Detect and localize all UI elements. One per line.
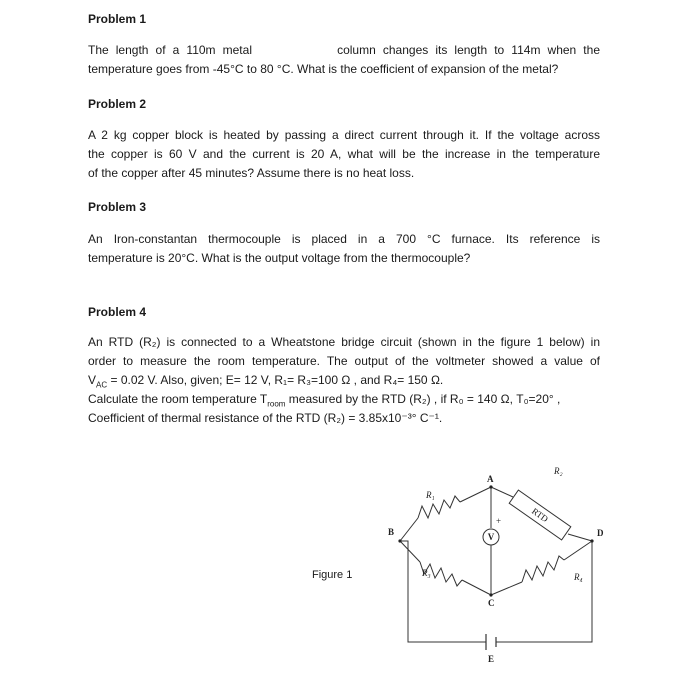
node-d-label: D bbox=[597, 528, 604, 538]
node-d-dot bbox=[590, 539, 593, 542]
resistor-r1 bbox=[418, 496, 460, 518]
problem-4-line-4: Calculate the room temperature $T_{room}$ measured by the RTD (R₂) , if R₀ = 140 Ω, T₀=20° , bbox=[88, 392, 561, 409]
voltmeter-plus-sign: + bbox=[496, 516, 502, 526]
node-a-dot bbox=[489, 485, 492, 488]
wire-c-r4 bbox=[491, 582, 522, 595]
wire-battery-d bbox=[496, 541, 592, 642]
problem-3-line-2: temperature is 20°C. What is the output voltage from the thermocouple? bbox=[88, 251, 471, 265]
wire-b-r1 bbox=[400, 518, 418, 541]
problem-2-line-3: of the copper after 45 minutes? Assume there is no heat loss. bbox=[88, 166, 415, 180]
wire-a-rtd bbox=[491, 487, 513, 497]
r2-label: R₂ bbox=[554, 466, 563, 476]
figure-caption: Figure 1 bbox=[312, 569, 353, 581]
node-c-label: C bbox=[488, 598, 495, 608]
problem-3-text bbox=[88, 230, 600, 268]
wire-b-r3 bbox=[400, 541, 420, 562]
problem-1-line-2: temperature goes from -45°C to 80 °C. What is the coefficient of expansion of the metal? bbox=[88, 62, 559, 76]
problem-4-line-5: Coefficient of thermal resistance of the RTD (R₂) = 3.85x10⁻³° C⁻¹. bbox=[88, 411, 443, 425]
wire-b-battery bbox=[400, 541, 486, 642]
problem-1-heading: Problem 1 bbox=[88, 12, 147, 26]
rtd-sensor bbox=[509, 490, 571, 540]
wheatstone-bridge-diagram bbox=[360, 452, 610, 674]
problem-2-line-2: the copper is 60 V and the current is 20 A, what will be the increase in the temperature bbox=[88, 147, 600, 161]
problem-1-line-1: The length of a 110m metal column changes its length to 114m when the bbox=[88, 43, 600, 57]
r4-label: R₄ bbox=[574, 572, 583, 582]
problem-4-heading: Problem 4 bbox=[88, 305, 147, 319]
problem-4-line-1: An RTD (R₂) is connected to a Wheatstone bridge circuit (shown in the figure 1 below) in bbox=[88, 335, 600, 349]
node-c-dot bbox=[489, 593, 492, 596]
battery-icon bbox=[486, 634, 496, 650]
node-b-label: B bbox=[388, 527, 395, 537]
problem-3-heading: Problem 3 bbox=[88, 200, 147, 214]
node-e-label: E bbox=[488, 654, 495, 664]
wire-r4-d bbox=[564, 541, 592, 560]
r3-label: R₃ bbox=[422, 568, 431, 578]
node-b-dot bbox=[398, 539, 401, 542]
problem-2-line-1: A 2 kg copper block is heated by passing a direct current through it. If the voltage across bbox=[88, 128, 600, 142]
wire-r1-a bbox=[460, 487, 491, 502]
rtd-label: RTD bbox=[529, 505, 551, 525]
problem-2-text bbox=[88, 126, 600, 183]
voltmeter-label: V bbox=[487, 532, 495, 542]
problem-4-line-2: order to measure the room temperature. The output of the voltmeter showed a value of bbox=[88, 354, 600, 368]
problem-1-text bbox=[88, 41, 600, 79]
problem-4-line-3: $V_{AC} = 0.02$ V. Also, given; E= 12 V, R₁= R₃=100 Ω , and R₄= 150 Ω. bbox=[88, 373, 444, 390]
problem-2-heading: Problem 2 bbox=[88, 97, 147, 111]
problem-4-text bbox=[88, 333, 600, 428]
problem-3-line-1: An Iron-constantan thermocouple is placed in a 700 °C furnace. Its reference is bbox=[88, 232, 600, 246]
wire-rtd-d bbox=[568, 534, 592, 541]
resistor-r4 bbox=[522, 556, 564, 582]
r1-label: R₁ bbox=[426, 490, 435, 500]
node-a-label: A bbox=[487, 474, 494, 484]
wire-r3-c bbox=[462, 580, 491, 595]
